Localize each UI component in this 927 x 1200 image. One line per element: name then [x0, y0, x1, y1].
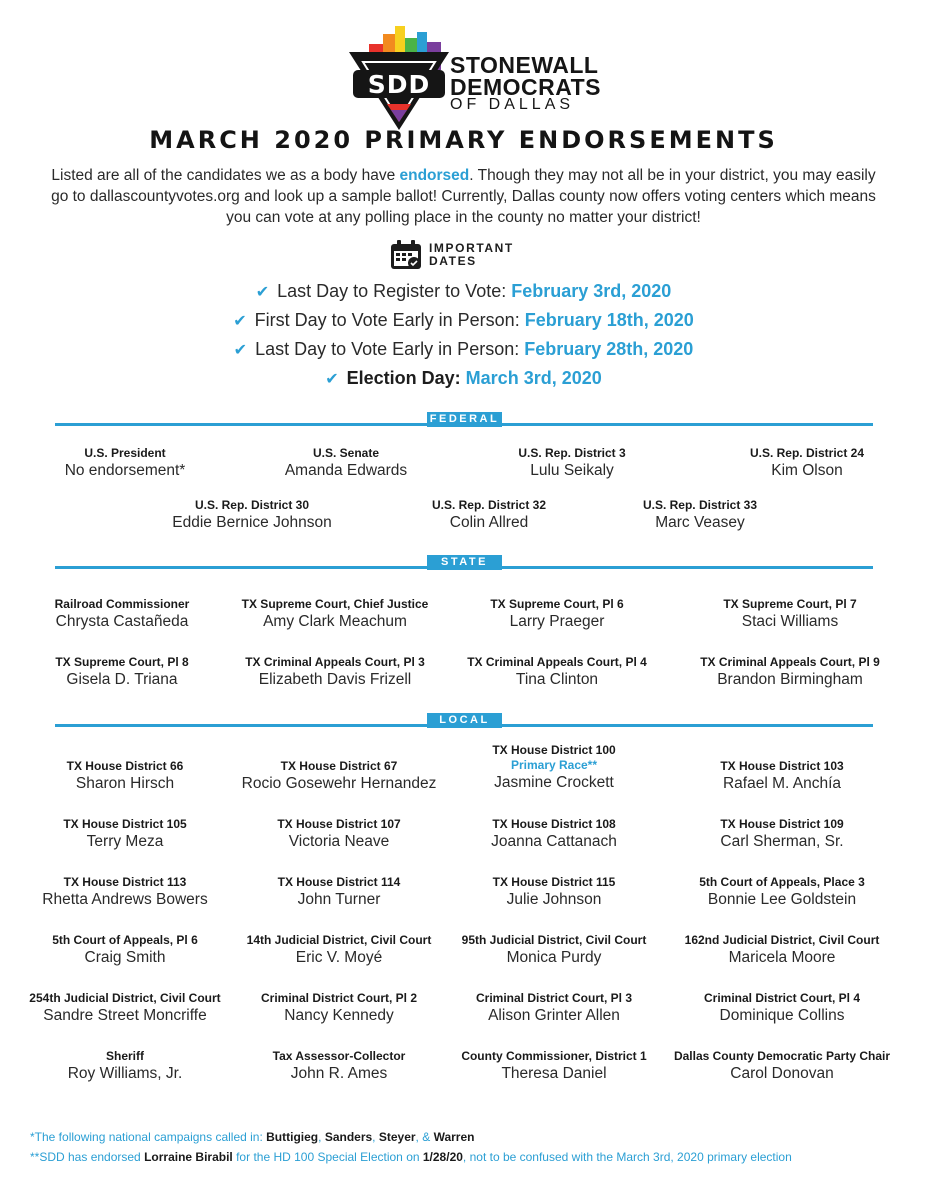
- candidate-name: Maricela Moore: [728, 949, 836, 966]
- page-title: MARCH 2020 PRIMARY ENDORSEMENTS: [149, 126, 778, 154]
- endorsement-federal-6: [600, 497, 800, 532]
- office-title: TX House District 113: [63, 875, 187, 889]
- office-title: 95th Judicial District, Civil Court: [461, 933, 647, 947]
- date-row: [0, 339, 927, 360]
- important-dates-heading: [429, 242, 514, 268]
- endorsement-federal-2: [472, 445, 672, 480]
- endorsement-state-7: [680, 654, 900, 689]
- candidate-name: John Turner: [297, 891, 381, 908]
- candidate-name: Victoria Neave: [288, 833, 390, 850]
- date-row: [0, 281, 927, 302]
- date-row: [0, 310, 927, 331]
- checkmark-icon: ✔: [325, 371, 339, 388]
- endorsement-local-23: [662, 1048, 902, 1083]
- intro-text-2: . Though they may not all be in your district, you may easily go to dallascountyvotes.org and look up a sample ballot! Currently, Dallas county now offers voting centers which means you can vote at any polling place in the county no matter your district!: [51, 167, 876, 226]
- special-election-date: 1/28/20: [422, 1150, 463, 1164]
- office-title: Railroad Commissioner: [54, 597, 190, 611]
- office-title: TX House District 103: [720, 759, 844, 773]
- office-title: U.S. Rep. District 33: [642, 498, 758, 512]
- date-row-election-day: [0, 368, 927, 389]
- endorsement-local-4: [15, 816, 235, 851]
- endorsement-local-9: [229, 874, 449, 909]
- candidate-name: Sharon Hirsch: [75, 775, 175, 792]
- office-title: TX House District 107: [277, 817, 401, 831]
- endorsement-local-19: [672, 990, 892, 1025]
- local-section-tag: LOCAL: [427, 713, 502, 728]
- endorsement-local-10: [444, 874, 664, 909]
- office-title: 5th Court of Appeals, Place 3: [699, 875, 865, 889]
- office-title: Sheriff: [105, 1049, 144, 1063]
- candidate-name: Terry Meza: [86, 833, 164, 850]
- campaign-name: Sanders: [324, 1130, 373, 1144]
- candidate-name: Bonnie Lee Goldstein: [707, 891, 857, 908]
- endorsement-local-13: [229, 932, 449, 967]
- footnote-special-election: [30, 1150, 792, 1164]
- candidate-name: Marc Veasey: [655, 514, 745, 531]
- candidate-name: Dominique Collins: [719, 1007, 845, 1024]
- candidate-name: Alison Grinter Allen: [488, 1007, 620, 1024]
- office-title: U.S. Rep. District 3: [518, 446, 626, 460]
- office-title: TX House District 67: [280, 759, 398, 773]
- candidate-name: Rafael M. Anchía: [722, 775, 842, 792]
- date-value: February 18th, 2020: [524, 310, 694, 330]
- date-value: February 3rd, 2020: [511, 281, 672, 301]
- candidate-name: Rocio Gosewehr Hernandez: [241, 775, 437, 792]
- date-value: February 28th, 2020: [524, 339, 694, 359]
- footnote-2-mid: for the HD 100 Special Election on: [232, 1150, 423, 1164]
- important-dates-line-2: DATES: [429, 254, 477, 268]
- candidate-name: Larry Praeger: [509, 613, 605, 630]
- candidate-name: Roy Williams, Jr.: [67, 1065, 183, 1082]
- office-title: U.S. Rep. District 32: [431, 498, 547, 512]
- candidate-name: Julie Johnson: [506, 891, 602, 908]
- campaign-name: Buttigieg: [266, 1130, 319, 1144]
- endorsement-local-0: [15, 758, 235, 793]
- endorsement-local-2: [444, 742, 664, 792]
- federal-section-tag: FEDERAL: [427, 412, 502, 427]
- candidate-name: Joanna Cattanach: [491, 833, 617, 850]
- endorsement-local-8: [15, 874, 235, 909]
- date-label: Election Day:: [346, 368, 466, 388]
- date-label: Last Day to Vote Early in Person:: [255, 339, 525, 359]
- intro-paragraph: [50, 165, 877, 228]
- endorsement-local-21: [229, 1048, 449, 1083]
- intro-text-1: Listed are all of the candidates we as a body have: [51, 167, 400, 184]
- endorsement-local-18: [444, 990, 664, 1025]
- endorsement-local-15: [672, 932, 892, 967]
- endorsement-state-4: [12, 654, 232, 689]
- candidate-name: Eric V. Moyé: [295, 949, 383, 966]
- endorsement-local-1: [229, 758, 449, 793]
- endorsement-local-17: [229, 990, 449, 1025]
- candidate-name: Amy Clark Meachum: [263, 613, 407, 630]
- endorsement-state-3: [680, 596, 900, 631]
- logo-line-2: DEMOCRATS: [450, 74, 602, 100]
- checkmark-icon: ✔: [255, 284, 270, 301]
- important-dates-line-1: IMPORTANT: [429, 241, 514, 255]
- endorsement-federal-5: [389, 497, 589, 532]
- candidate-name: Colin Allred: [449, 514, 529, 531]
- date-label: Last Day to Register to Vote:: [277, 281, 512, 301]
- endorsement-federal-0: [25, 445, 225, 480]
- candidate-name: Chrysta Castañeda: [55, 613, 189, 630]
- endorsement-local-14: [444, 932, 664, 967]
- office-title: TX House District 66: [66, 759, 184, 773]
- candidate-name: Monica Purdy: [506, 949, 602, 966]
- endorsement-local-7: [672, 816, 892, 851]
- logo-line-1: STONEWALL: [450, 52, 599, 78]
- footnote-2-prefix: **SDD has endorsed: [30, 1150, 145, 1164]
- office-title: TX Criminal Appeals Court, Pl 4: [467, 655, 647, 669]
- logo-line-3: OF DALLAS: [450, 96, 575, 113]
- office-title: U.S. Senate: [312, 446, 380, 460]
- office-title: TX Criminal Appeals Court, Pl 3: [245, 655, 425, 669]
- candidate-name: Elizabeth Davis Frizell: [258, 671, 412, 688]
- candidate-name: Nancy Kennedy: [284, 1007, 394, 1024]
- office-title: TX Supreme Court, Pl 7: [723, 597, 857, 611]
- candidate-name: No endorsement*: [64, 462, 186, 479]
- date-value: March 3rd, 2020: [465, 368, 602, 388]
- endorsed-name: Lorraine Birabil: [144, 1150, 233, 1164]
- candidate-name: John R. Ames: [290, 1065, 388, 1082]
- office-title: 254th Judicial District, Civil Court: [29, 991, 221, 1005]
- footnote-2-suffix: , not to be confused with the March 3rd, 2020 primary election: [462, 1150, 792, 1164]
- endorsement-state-6: [447, 654, 667, 689]
- office-title: TX House District 115: [492, 875, 616, 889]
- candidate-name: Gisela D. Triana: [66, 671, 178, 688]
- primary-race-note: Primary Race**: [510, 758, 598, 772]
- separator: ,: [372, 1130, 379, 1144]
- office-title: TX House District 109: [720, 817, 844, 831]
- office-title: Tax Assessor-Collector: [272, 1049, 406, 1063]
- candidate-name: Eddie Bernice Johnson: [172, 514, 332, 531]
- endorsement-local-5: [229, 816, 449, 851]
- candidate-name: Rhetta Andrews Bowers: [42, 891, 208, 908]
- candidate-name: Carol Donovan: [730, 1065, 834, 1082]
- endorsement-state-5: [225, 654, 445, 689]
- endorsement-local-22: [444, 1048, 664, 1083]
- office-title: 5th Court of Appeals, Pl 6: [52, 933, 198, 947]
- endorsement-state-2: [447, 596, 667, 631]
- candidate-name: Carl Sherman, Sr.: [720, 833, 844, 850]
- office-title: TX Criminal Appeals Court, Pl 9: [700, 655, 880, 669]
- endorsement-local-12: [15, 932, 235, 967]
- candidate-name: Theresa Daniel: [501, 1065, 607, 1082]
- endorsement-local-3: [672, 758, 892, 793]
- candidate-name: Amanda Edwards: [284, 462, 408, 479]
- office-title: 162nd Judicial District, Civil Court: [684, 933, 880, 947]
- endorsement-federal-4: [152, 497, 352, 532]
- logo-monogram: SDD: [367, 70, 431, 99]
- office-title: U.S. Rep. District 30: [194, 498, 310, 512]
- separator: ,: [318, 1130, 325, 1144]
- separator: , &: [415, 1130, 434, 1144]
- footnote-national-campaigns: [30, 1130, 474, 1144]
- office-title: 14th Judicial District, Civil Court: [246, 933, 432, 947]
- candidate-name: Craig Smith: [84, 949, 166, 966]
- office-title: TX Supreme Court, Chief Justice: [241, 597, 429, 611]
- endorsement-local-20: [15, 1048, 235, 1083]
- office-title: TX Supreme Court, Pl 6: [490, 597, 624, 611]
- endorsement-federal-1: [246, 445, 446, 480]
- office-title: Dallas County Democratic Party Chair: [673, 1049, 891, 1063]
- candidate-name: Tina Clinton: [515, 671, 599, 688]
- endorsement-federal-3: [707, 445, 907, 480]
- office-title: Criminal District Court, Pl 4: [703, 991, 861, 1005]
- footnote-1-prefix: *The following national campaigns called in:: [30, 1130, 267, 1144]
- office-title: U.S. President: [84, 446, 166, 460]
- office-title: TX House District 114: [277, 875, 401, 889]
- candidate-name: Staci Williams: [741, 613, 839, 630]
- candidate-name: Kim Olson: [771, 462, 843, 479]
- office-title: TX House District 100: [492, 743, 616, 757]
- candidate-name: Jasmine Crockett: [494, 774, 614, 791]
- candidate-name: Lulu Seikaly: [530, 462, 614, 479]
- intro-highlight: endorsed: [399, 167, 470, 184]
- campaign-name: Steyer: [378, 1130, 416, 1144]
- office-title: Criminal District Court, Pl 3: [475, 991, 633, 1005]
- office-title: TX House District 105: [63, 817, 187, 831]
- office-title: Criminal District Court, Pl 2: [260, 991, 418, 1005]
- campaign-name: Warren: [433, 1130, 475, 1144]
- calendar-icon: [390, 240, 422, 270]
- office-title: U.S. Rep. District 24: [749, 446, 865, 460]
- office-title: TX Supreme Court, Pl 8: [55, 655, 189, 669]
- endorsement-local-6: [444, 816, 664, 851]
- endorsement-state-0: [12, 596, 232, 631]
- endorsement-local-16: [15, 990, 235, 1025]
- endorsement-state-1: [225, 596, 445, 631]
- date-label: First Day to Vote Early in Person:: [254, 310, 525, 330]
- candidate-name: Brandon Birmingham: [717, 671, 863, 688]
- office-title: TX House District 108: [492, 817, 616, 831]
- checkmark-icon: ✔: [233, 313, 247, 330]
- candidate-name: Sandre Street Moncriffe: [43, 1007, 207, 1024]
- office-title: County Commissioner, District 1: [461, 1049, 647, 1063]
- state-section-tag: STATE: [427, 555, 502, 570]
- checkmark-icon: ✔: [233, 342, 248, 359]
- endorsement-local-11: [672, 874, 892, 909]
